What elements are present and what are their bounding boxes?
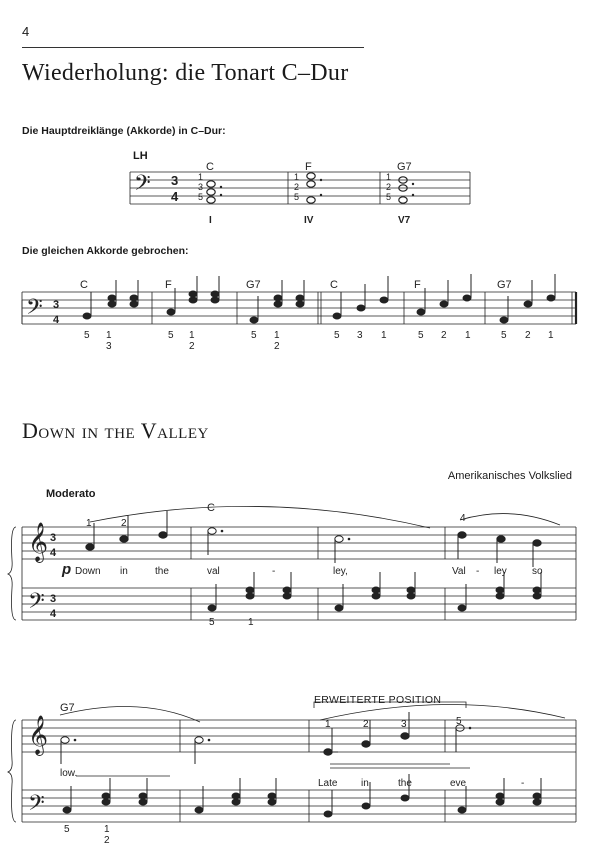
lyric-2: in [120,566,128,577]
time-sig-3b: 4 [50,547,57,559]
triad-fing-2a: 1 [294,172,300,182]
treble-clef-1: 𝄞 [28,523,49,561]
broken-chords-label: Die gleichen Akkorde gebrochen: [22,245,189,257]
system2-treble-staff [22,720,576,822]
brace-system2 [8,720,16,822]
lyric2-4: the [398,778,412,789]
sf2-2: 2 [363,719,369,730]
time-sig-2b: 4 [53,314,60,326]
triad-chord-1: C [206,161,214,173]
broken-chord-5: F [414,279,421,291]
section-title: Wiederholung: die Tonart C–Dur [22,60,349,86]
bf-15: 1 [548,330,554,341]
lyric-10: so [532,566,543,577]
bass-clef-1: 𝄢 [134,170,151,200]
sbf2-1: 5 [64,824,70,835]
time-sig-4a: 3 [50,593,57,605]
bf-5: 5 [251,330,257,341]
bf-b2: 2 [189,341,195,352]
bf-10: 5 [418,330,424,341]
bf-9: 1 [381,330,387,341]
lyric2-3: in [361,778,369,789]
bass-clef-2: 𝄢 [26,294,43,324]
phrase-slur-2 [460,514,560,525]
sf-3: 4 [460,513,466,524]
broken-chord-1: C [80,279,88,291]
bf-8: 3 [357,330,363,341]
system1-bass-staff [22,588,576,620]
song-source: Amerikanisches Volkslied [447,470,572,482]
triad-chord-3: G7 [397,161,412,173]
triad-fing-1a: 1 [198,172,204,182]
broken-chord-3: G7 [246,279,261,291]
bf-3: 5 [168,330,174,341]
triad-chord-2: F [305,161,312,173]
lyric-9: ley [494,566,507,577]
left-hand-label: LH [133,150,148,162]
system2-dots [74,727,472,742]
triad-fing-1b: 3 [198,182,204,192]
phrase-slur-4 [320,704,565,720]
lyric-3: the [155,566,169,577]
bf-1: 5 [84,330,90,341]
bf-4: 1 [189,330,195,341]
roman-2: IV [304,215,314,226]
sf2-1: 1 [325,719,331,730]
triad-fing-3b: 2 [386,182,392,192]
lyric-1: Down [75,566,101,577]
sf-1: 1 [86,518,92,529]
bf-6: 1 [274,330,280,341]
phrase-slur-1 [90,506,430,528]
song-chord-1: C [207,502,215,514]
roman-1: I [209,215,212,226]
sf2-4: 5 [456,716,462,727]
lyric2-6: - [521,778,525,789]
sbf-2: 1 [248,617,254,628]
lyric-5: - [272,566,276,577]
extended-position-label: ERWEITERTE POSITION [314,694,442,706]
system1-treble-staff [22,527,576,620]
sf2-3: 3 [401,719,407,730]
lyric-7: Val [452,566,466,577]
bass-clef-4: 𝄢 [28,790,45,820]
system2-bass [63,774,541,817]
bf-11: 2 [441,330,447,341]
triad-fing-3a: 1 [386,172,392,182]
time-sig-4b: 4 [50,608,57,620]
bf-13: 5 [501,330,507,341]
tempo-marking: Moderato [46,488,96,500]
roman-3: V7 [398,215,411,226]
time-sig-1b: 4 [171,189,179,204]
broken-chord-2: F [165,279,172,291]
lyric-6: ley, [333,566,348,577]
page-number: 4 [22,24,30,39]
lyric-4: val [207,566,220,577]
triad-fing-2c: 5 [294,192,300,202]
treble-clef-2: 𝄞 [28,716,49,754]
song-chord-2: G7 [60,702,75,714]
triad-fing-1c: 5 [198,192,204,202]
bass-clef-3: 𝄢 [28,588,45,618]
lyric2-1: low. [60,768,78,779]
sbf2-2: 1 [104,824,110,835]
bf-b1: 3 [106,341,112,352]
lyric2-5: eve [450,778,467,789]
lyric-8: - [476,566,480,577]
bf-7: 5 [334,330,340,341]
sf-2: 2 [121,518,127,529]
triad-fing-3c: 5 [386,192,392,202]
bf-12: 1 [465,330,471,341]
time-sig-3a: 3 [50,532,57,544]
dynamic-piano: p [62,561,72,578]
bf-14: 2 [525,330,531,341]
broken-chord-4: C [330,279,338,291]
broken-chord-6: G7 [497,279,512,291]
bf-b3: 2 [274,341,280,352]
triads-label: Die Hauptdreiklänge (Akkorde) in C–Dur: [22,125,226,137]
sbf-1: 5 [209,617,215,628]
extended-position-bracket [314,702,466,708]
lyric2-2: Late [318,778,338,789]
time-sig-1a: 3 [171,173,179,188]
bf-2: 1 [106,330,112,341]
song-title: Down in the Valley [22,418,209,443]
brace-system1 [8,527,16,620]
system1-bass [208,572,541,611]
triads-staff [130,172,470,204]
triad-fing-2b: 2 [294,182,300,192]
sbf2-3: 2 [104,835,110,846]
time-sig-2a: 3 [53,299,60,311]
